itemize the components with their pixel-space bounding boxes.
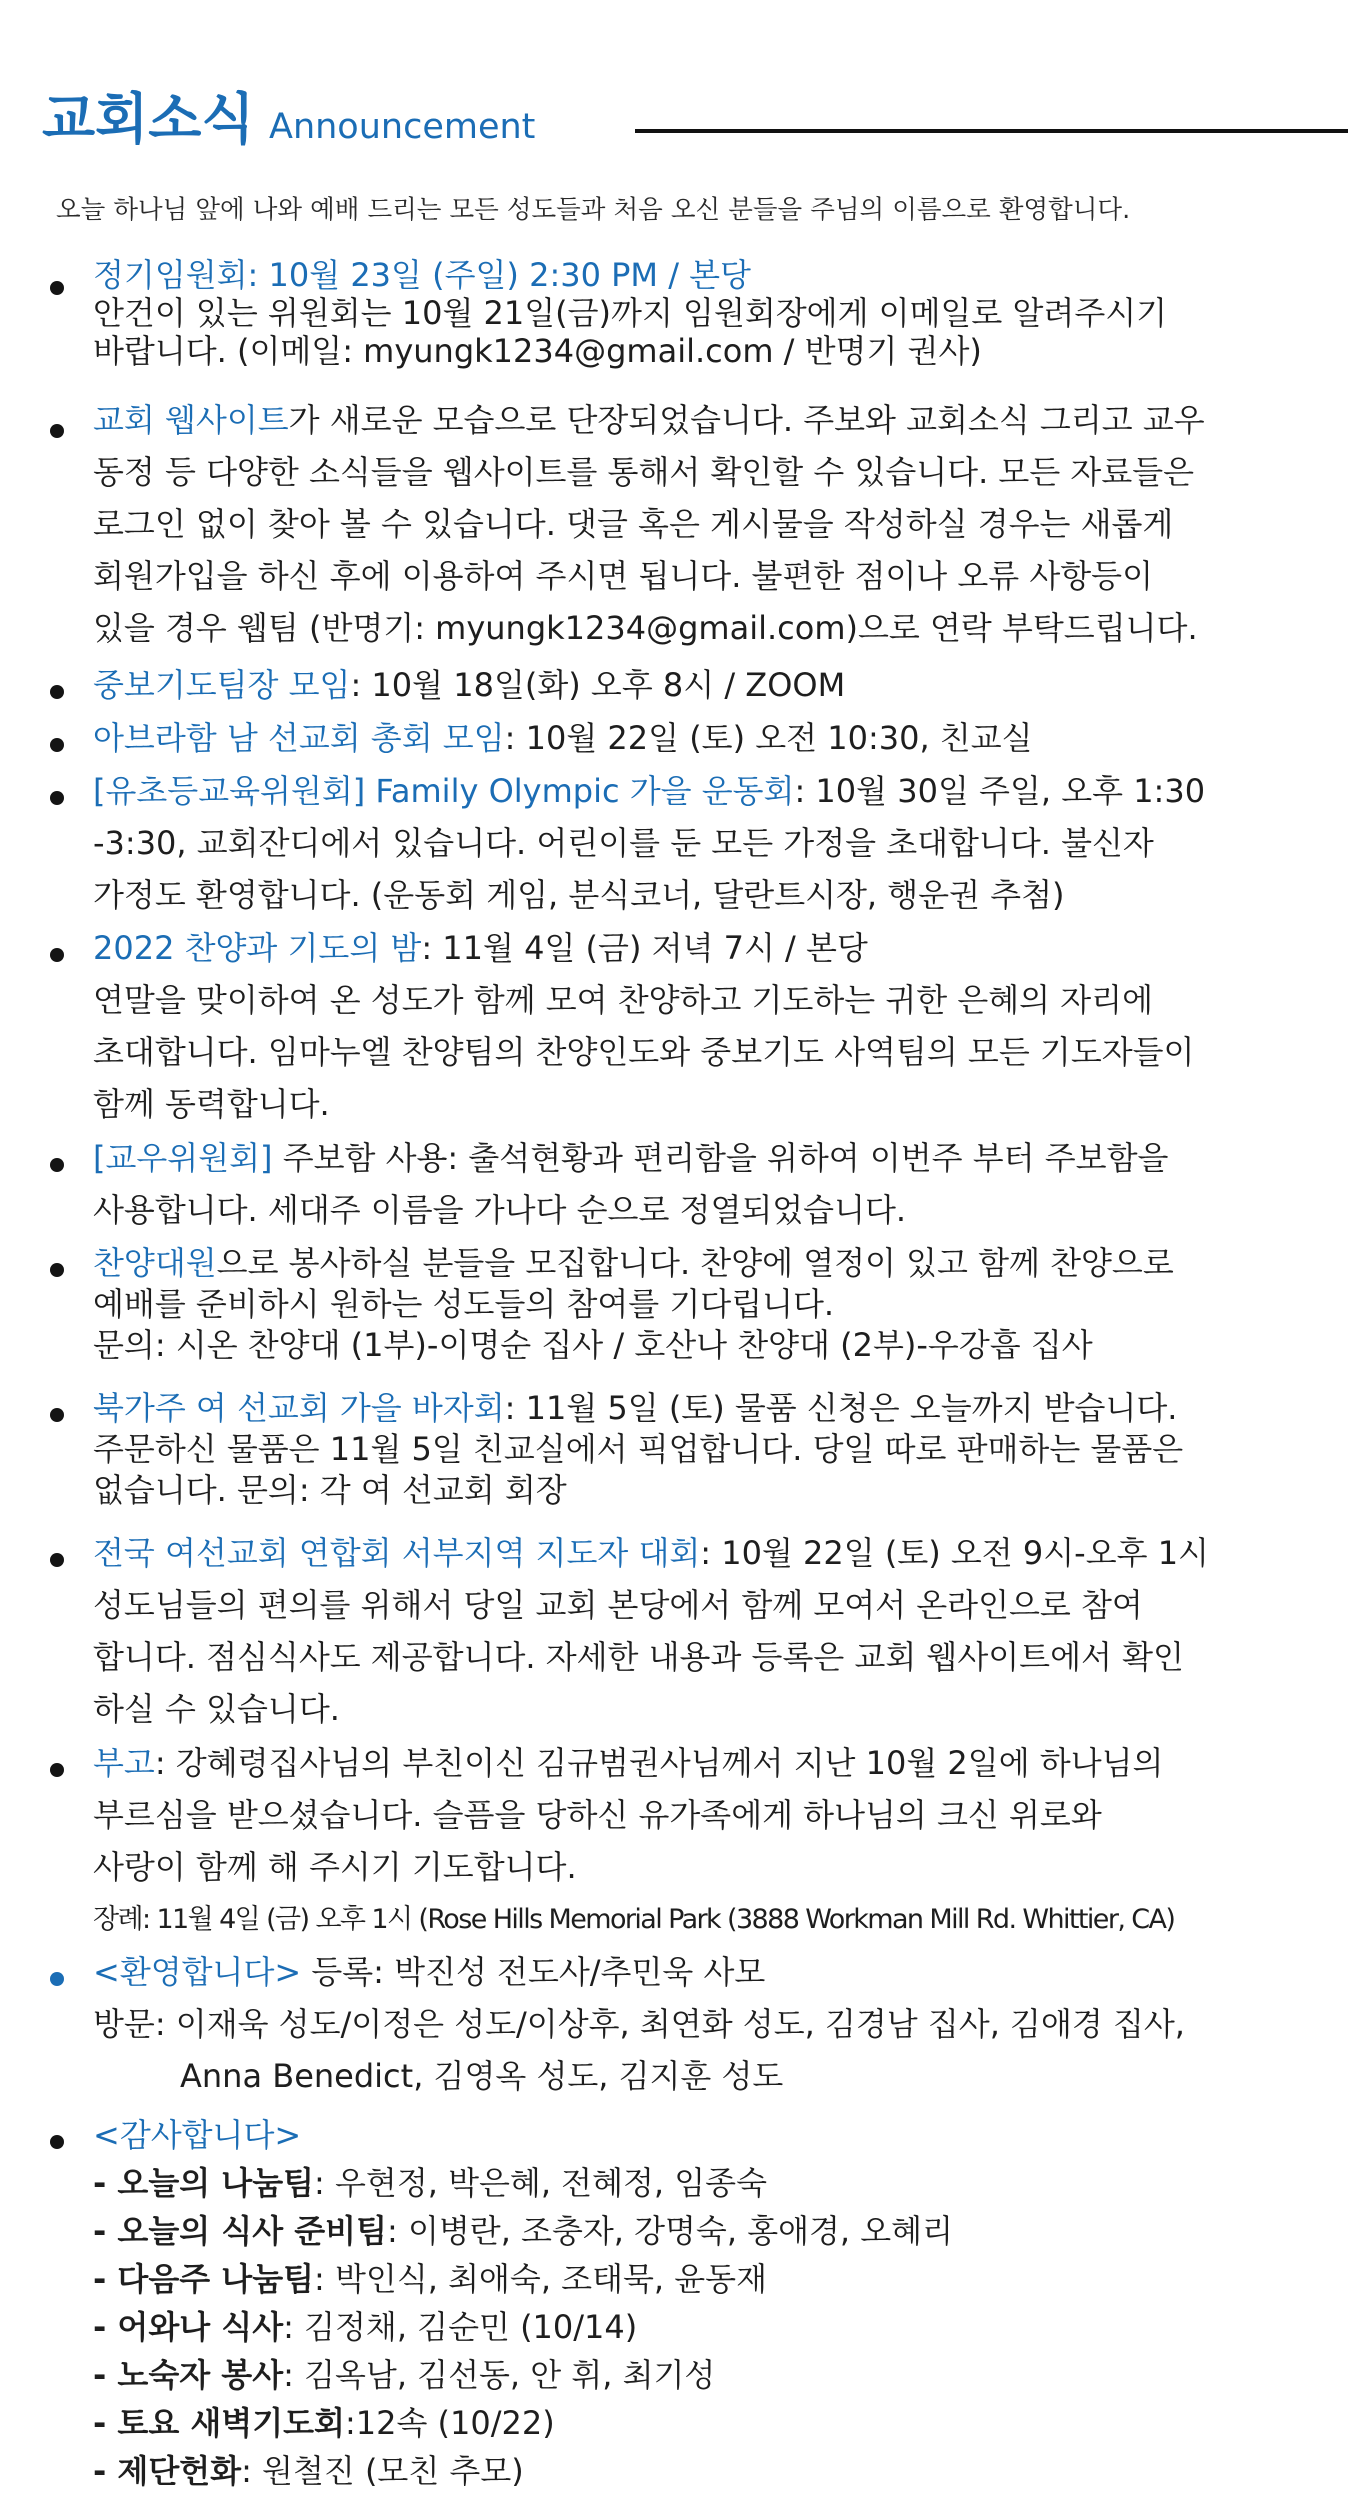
item-line: 중보기도팀장 모임: 10월 18일(화) 오후 8시 / ZOOM — [93, 666, 846, 704]
bullet-dot — [50, 1158, 64, 1172]
bullet-dot — [50, 1763, 64, 1777]
item-line: 로그인 없이 찾아 볼 수 있습니다. 댓글 혹은 게시물을 작성하실 경우는 새롭게 — [93, 505, 1174, 543]
item-line: - 오늘의 식사 준비팀: 이병란, 조충자, 강명숙, 홍애경, 오혜리 — [93, 2212, 954, 2250]
item-line: 예배를 준비하시 원하는 성도들의 참여를 기다립니다. — [93, 1285, 835, 1323]
item-line: - 제단헌화: 원철진 (모친 추모) — [93, 2452, 524, 2490]
item-line: 하실 수 있습니다. — [93, 1690, 340, 1728]
item-line: - 노숙자 봉사: 김옥남, 김선동, 안 휘, 최기성 — [93, 2356, 716, 2394]
item-line: 사용합니다. 세대주 이름을 가나다 순으로 정열되었습니다. — [93, 1191, 907, 1229]
item-line: 부르심을 받으셨습니다. 슬픔을 당하신 유가족에게 하나님의 크신 위로와 — [93, 1796, 1102, 1834]
item-line: [교우위원회] 주보함 사용: 출석현황과 편리함을 위하여 이번주 부터 주보함을 — [93, 1139, 1169, 1177]
item-line: - 어와나 식사: 김정채, 김순민 (10/14) — [93, 2308, 638, 2346]
item-line: - 다음주 나눔팀: 박인식, 최애숙, 조태묵, 윤동재 — [93, 2260, 767, 2298]
item-line: 장례: 11월 4일 (금) 오후 1시 (Rose Hills Memorial Park (3888 Workman Mill Rd. Whittier, CA) — [93, 1904, 1175, 1935]
item-bold-label: - 오늘의 나눔팀 — [93, 2164, 315, 2202]
item-line: 없습니다. 문의: 각 여 선교회 회장 — [93, 1471, 567, 1509]
item-highlight: <감사합니다> — [93, 2116, 302, 2154]
item-line: 부고: 강혜령집사님의 부친이신 김규범권사님께서 지난 10월 2일에 하나님의 — [93, 1744, 1164, 1782]
item-line: <환영합니다> 등록: 박진성 전도사/추민욱 사모 — [93, 1953, 766, 1991]
page-subtitle: Announcement — [269, 107, 536, 147]
item-line: 안건이 있는 위원회는 10월 21일(금)까지 임원회장에게 이메일로 알려주시기 — [93, 294, 1168, 332]
item-line: 찬양대원으로 봉사하실 분들을 모집합니다. 찬양에 열정이 있고 함께 찬양으로 — [93, 1244, 1174, 1282]
item-line: 북가주 여 선교회 가을 바자회: 11월 5일 (토) 물품 신청은 오늘까지 받습니다. — [93, 1389, 1178, 1427]
item-bold-label: - 토요 새벽기도회 — [93, 2404, 345, 2442]
announcement-header — [42, 84, 1312, 154]
item-line: 방문: 이재욱 성도/이정은 성도/이상후, 최연화 성도, 김경남 집사, 김애경 집사, — [93, 2005, 1185, 2043]
item-line — [93, 255, 751, 295]
item-bold-label: - 노숙자 봉사 — [93, 2356, 284, 2394]
item-line: 있을 경우 웹팀 (반명기: myungk1234@gmail.com)으로 연락 부탁드립니다. — [93, 609, 1198, 647]
item-line: 합니다. 점심식사도 제공합니다. 자세한 내용과 등록은 교회 웹사이트에서 확인 — [93, 1638, 1184, 1676]
bullet-dot — [50, 281, 64, 295]
item-bold-label: - 어와나 식사 — [93, 2308, 284, 2346]
bullet-dot — [50, 1553, 64, 1567]
title-divider — [635, 129, 1348, 133]
item-bold-label: - 오늘의 식사 준비팀 — [93, 2212, 387, 2250]
item-line: - 오늘의 나눔팀: 우현정, 박은혜, 전혜정, 임종숙 — [93, 2164, 767, 2202]
item-line: 회원가입을 하신 후에 이용하여 주시면 됩니다. 불편한 점이나 오류 사항등이 — [93, 557, 1153, 595]
item-highlight: 전국 여선교회 연합회 서부지역 지도자 대회 — [93, 1534, 701, 1572]
bullet-dot — [50, 424, 64, 438]
bullet-dot — [50, 1263, 64, 1277]
item-line: 함께 동력합니다. — [93, 1085, 330, 1123]
item-line: 교회 웹사이트가 새로운 모습으로 단장되었습니다. 주보와 교회소식 그리고 교우 — [93, 401, 1205, 439]
item-highlight: 중보기도팀장 모임 — [93, 666, 351, 704]
item-bold-label: - 다음주 나눔팀 — [93, 2260, 315, 2298]
item-highlight: 정기임원회: 10월 23일 (주일) 2:30 PM / 본당 — [93, 256, 751, 294]
page-title: 교회소식 — [42, 87, 255, 151]
item-highlight: 아브라함 남 선교회 총회 모임 — [93, 719, 505, 757]
bullet-dot — [50, 738, 64, 752]
item-line: 동정 등 다양한 소식들을 웹사이트를 통해서 확인할 수 있습니다. 모든 자료들은 — [93, 453, 1195, 491]
item-highlight: 찬양대원 — [93, 1244, 217, 1282]
item-line: 성도님들의 편의를 위해서 당일 교회 본당에서 함께 모여서 온라인으로 참여 — [93, 1586, 1143, 1624]
item-line: 사랑이 함께 해 주시기 기도합니다. — [93, 1848, 577, 1886]
bullet-dot — [50, 1408, 64, 1422]
item-line — [93, 2115, 301, 2155]
item-line: - 토요 새벽기도회:12속 (10/22) — [93, 2404, 555, 2442]
bullet-dot — [50, 2135, 64, 2149]
bullet-dot — [50, 791, 64, 805]
item-line: 연말을 맞이하여 온 성도가 함께 모여 찬양하고 기도하는 귀한 은혜의 자리에 — [93, 981, 1153, 1019]
item-highlight: 부고 — [93, 1744, 155, 1782]
item-bold-label: - 제단헌화 — [93, 2452, 242, 2490]
welcome-intro: 오늘 하나님 앞에 나와 예배 드리는 모든 성도들과 처음 오신 분들을 주님의 이름으로 환영합니다. — [56, 195, 1131, 225]
bullet-dot — [50, 685, 64, 699]
item-line: 초대합니다. 임마누엘 찬양팀의 찬양인도와 중보기도 사역팀의 모든 기도자들이 — [93, 1033, 1195, 1071]
item-line: 전국 여선교회 연합회 서부지역 지도자 대회: 10월 22일 (토) 오전 9시-오후 1시 — [93, 1534, 1209, 1572]
item-line: 아브라함 남 선교회 총회 모임: 10월 22일 (토) 오전 10:30, 친교실 — [93, 719, 1033, 757]
item-line: 주문하신 물품은 11월 5일 친교실에서 픽업합니다. 당일 따로 판매하는 물품은 — [93, 1430, 1184, 1468]
item-highlight: 2022 찬양과 기도의 밤 — [93, 929, 422, 967]
bullet-dot — [50, 948, 64, 962]
item-line: 가정도 환영합니다. (운동회 게임, 분식코너, 달란트시장, 행운권 추첨) — [93, 876, 1065, 914]
item-highlight: [유초등교육위원회] Family Olympic 가을 운동회 — [93, 772, 795, 810]
item-line: Anna Benedict, 김영옥 성도, 김지훈 성도 — [180, 2057, 784, 2095]
item-highlight: 교회 웹사이트 — [93, 401, 289, 439]
item-line: [유초등교육위원회] Family Olympic 가을 운동회: 10월 30일 주일, 오후 1:30 — [93, 772, 1206, 810]
item-line: 문의: 시온 찬양대 (1부)-이명순 집사 / 호산나 찬양대 (2부)-우강흡 집사 — [93, 1326, 1093, 1364]
item-line: 2022 찬양과 기도의 밤: 11월 4일 (금) 저녁 7시 / 본당 — [93, 929, 868, 967]
item-highlight: 북가주 여 선교회 가을 바자회 — [93, 1389, 505, 1427]
item-highlight: [교우위원회] — [93, 1139, 273, 1177]
bullet-dot — [50, 1972, 64, 1986]
item-line: -3:30, 교회잔디에서 있습니다. 어린이를 둔 모든 가정을 초대합니다. 불신자 — [93, 824, 1154, 862]
item-highlight: <환영합니다> — [93, 1953, 302, 1991]
item-line: 바랍니다. (이메일: myungk1234@gmail.com / 반명기 권사) — [93, 332, 982, 370]
